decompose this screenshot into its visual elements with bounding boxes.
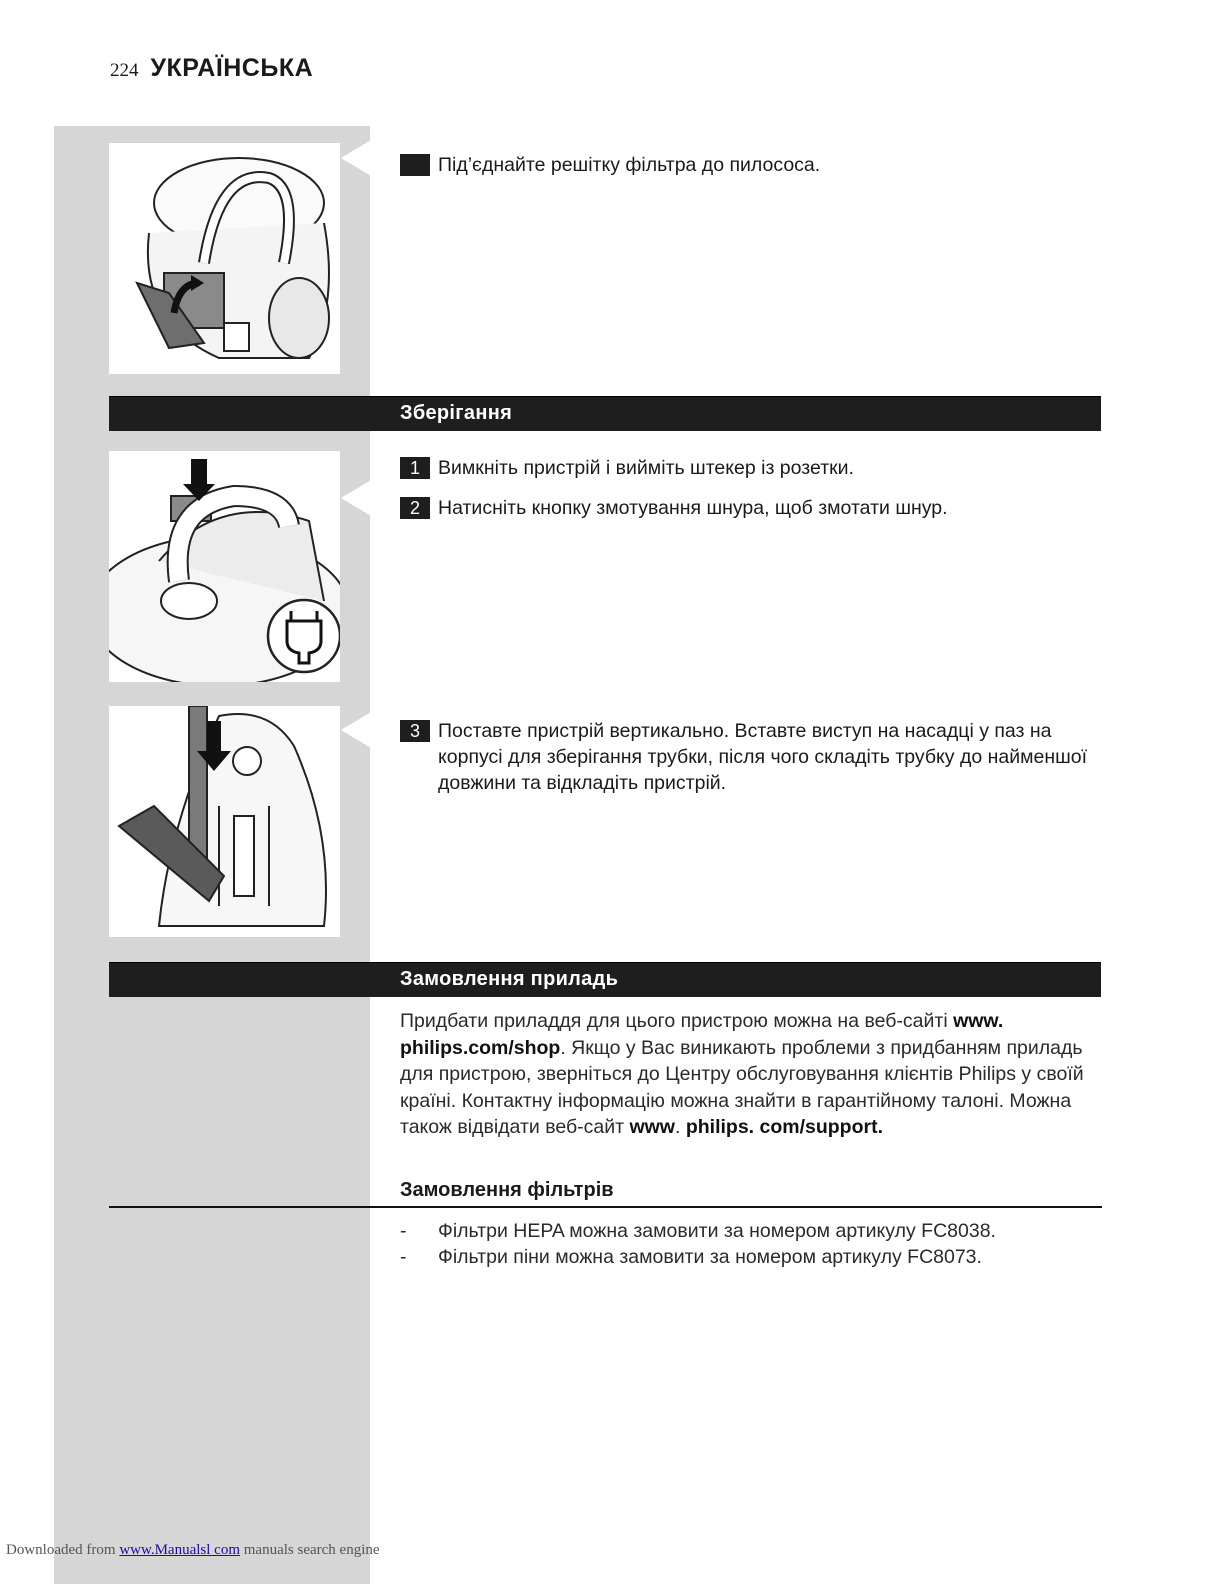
step-number-badge: 2 [400,497,430,519]
page-header [110,54,313,90]
step-text: Вимкніть пристрій і вийміть штекер із розетки. [438,457,854,479]
vacuum-cord-rewind-illustration [109,451,340,682]
list-item [400,1218,996,1244]
illustration-pointer [341,712,371,748]
language-title: УКРАЇНСЬКА [150,54,314,82]
footer-suffix: manuals search engine [240,1542,380,1558]
shop-link-continued: philips.com/shop [400,1036,561,1059]
paragraph-text: . Якщо у Вас виникають проблеми з придбанням приладь для пристрою, зверніться до Центру обслуговування клієнтів Philips у своїй країні. Контактну інформацію можна знайти в гарантійному талоні. Можна також відвідати веб-сайт [400,1036,1084,1138]
support-link-continued: philips. [685,1116,755,1138]
step-text: Натисніть кнопку змотування шнура, щоб змотати шнур. [438,497,948,519]
list-item [400,1244,982,1270]
step-2 [400,495,948,521]
vacuum-upright-storage-illustration [109,706,340,937]
illustration-pointer [341,480,371,516]
list-item-text: Фільтри HEPA можна замовити за номером артикулу FC8038. [438,1220,996,1242]
filters-subheading: Замовлення фільтрів [400,1179,614,1201]
bullet-dash: - [400,1220,407,1242]
step-number-badge [400,154,430,176]
section-title: Замовлення приладь [400,968,619,990]
support-link: www [629,1116,675,1138]
list-item-text: Фільтри піни можна замовити за номером артикулу FC8073. [438,1246,982,1268]
illustration-pointer [341,140,371,176]
bullet-dash: - [400,1246,407,1268]
step-number-badge: 1 [400,457,430,479]
download-footer [6,1542,380,1559]
vacuum-filter-grille-illustration [109,143,340,374]
paragraph-text: Придбати приладдя для цього пристрою можна на веб-сайті [400,1010,954,1032]
accessories-paragraph [400,1008,1090,1141]
divider [109,1206,1102,1208]
step-text: Під’єднайте решітку фільтра до пилососа. [438,154,821,176]
page-number: 224 [110,60,139,81]
support-link-end: com/support. [759,1116,884,1138]
step-number-badge: 3 [400,720,430,742]
support-link-separator: . [674,1116,686,1138]
footer-prefix: Downloaded from [6,1542,120,1558]
shop-link: www. [953,1010,1004,1032]
section-band-storage [109,396,1101,431]
section-band-accessories [109,962,1101,997]
step-1 [400,455,854,481]
step-filter-grille [400,152,820,178]
step-text: Поставте пристрій вертикально. Вставте виступ на насадці у паз на корпусі для зберігання трубки, після чого складіть трубку до найменшої довжини та відкладіть пристрій. [438,720,1088,794]
section-title: Зберігання [400,402,513,424]
footer-link[interactable]: www.Manualsl com [119,1542,240,1558]
step-3 [400,718,1100,796]
